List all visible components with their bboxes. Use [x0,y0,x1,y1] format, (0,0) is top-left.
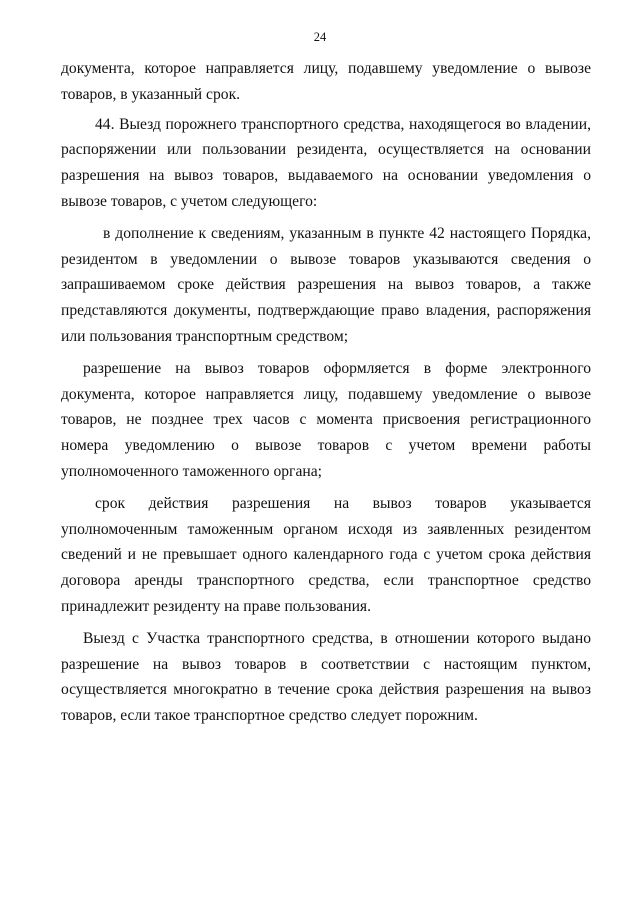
paragraph-permit-validity: срок действия разрешения на вывоз товаров указывается уполномоченным таможенным органом исходя из заявленных резидентом сведений и не превышает одного календарного года с учетом срока действия договора аренды транспортного средства, если транспортное средство принадлежит резиденту на праве пользования. [61,494,591,615]
document-body [61,56,591,729]
paragraph-permit-issuance: разрешение на вывоз товаров оформляется в форме электронного документа, которое направляется лицу, подавшему уведомление о вывозе товаров, не позднее трех часов с момента присвоения регистрационного номера уведомлению о вывозе товаров с учетом времени работы уполномоченного таможенного органа; [61,359,591,480]
paragraph-item-44: 44. Выезд порожнего транспортного средства, находящегося во владении, распоряжении или пользовании резидента, осуществляется на основании разрешения на вывоз товаров, выдаваемого на основании уведомления о вывозе товаров, с учетом следующего: [61,115,591,210]
paragraph-continuation: документа, которое направляется лицу, подавшему уведомление о вывозе товаров, в указанный срок. [61,60,591,103]
page-number: 24 [313,30,327,44]
paragraph-exit-conditions: Выезд с Участка транспортного средства, в отношении которого выдано разрешение на вывоз товаров в соответствии с настоящим пунктом, осуществляется многократно в течение срока действия разрешения на вывоз товаров, если такое транспортное средство следует порожним. [61,629,591,725]
paragraph-additional-info: в дополнение к сведениям, указанным в пункте 42 настоящего Порядка, резидентом в уведомлении о вывозе товаров указываются сведения о запрашиваемом сроке действия разрешения на вывоз товаров, а также представляются документы, подтверждающие право владения, распоряжения или пользования транспортным средством; [61,224,591,345]
